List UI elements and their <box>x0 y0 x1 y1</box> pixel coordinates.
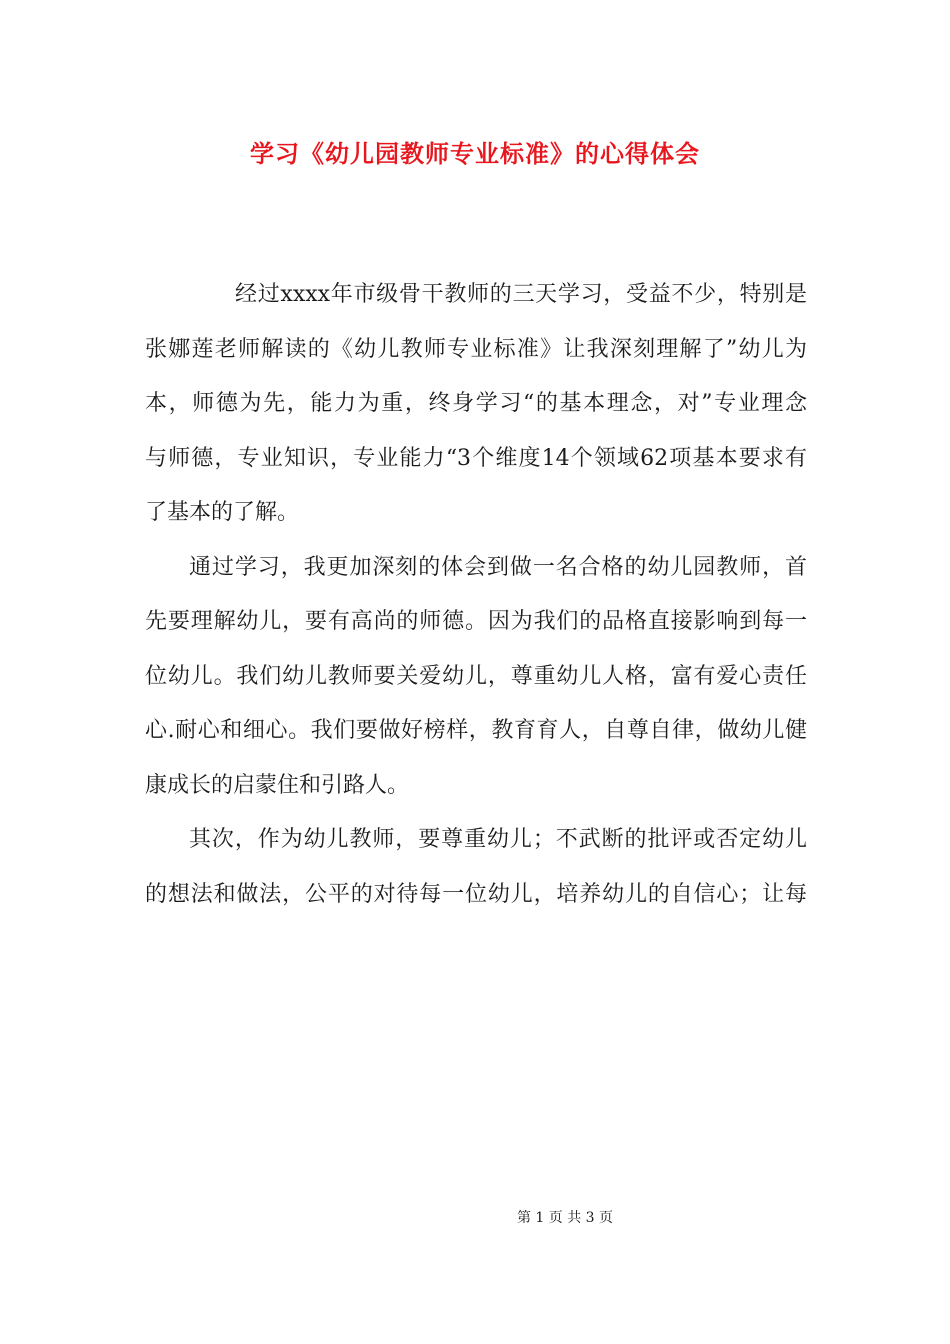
document-body <box>145 272 807 926</box>
paragraph-line: 与师德，专业知识，专业能力“3个维度14个领域62项基本要求有 <box>145 445 807 471</box>
paragraph-line: 心.耐心和细心。我们要做好榜样，教育育人，自尊自律，做幼儿健 <box>145 718 807 743</box>
paragraph-line: 张娜莲老师解读的《幼儿教师专业标准》让我深刻理解了”幼儿为 <box>145 336 807 362</box>
paragraph-line: 其次，作为幼儿教师，要尊重幼儿；不武断的批评或否定幼儿 <box>189 827 807 852</box>
paragraph-line: 康成长的启蒙住和引路人。 <box>145 772 410 798</box>
page-number-footer: 第 1 页 共 3 页 <box>516 1210 614 1226</box>
paragraph-line: 先要理解幼儿，要有高尚的师德。因为我们的品格直接影响到每一 <box>145 609 807 634</box>
paragraph-line: 了基本的了解。 <box>145 500 300 525</box>
paragraph-line: 的想法和做法，公平的对待每一位幼儿，培养幼儿的自信心；让每 <box>145 881 807 907</box>
document-title: 学习《幼儿园教师专业标准》的心得体会 <box>250 140 700 168</box>
paragraph-line: 本，师德为先，能力为重，终身学习“的基本理念，对”专业理念 <box>145 391 807 416</box>
paragraph-line: 经过xxxx年市级骨干教师的三天学习，受益不少，特别是 <box>235 282 807 307</box>
paragraph-line: 位幼儿。我们幼儿教师要关爱幼儿，尊重幼儿人格，富有爱心责任 <box>145 663 807 689</box>
paragraph-line: 通过学习，我更加深刻的体会到做一名合格的幼儿园教师，首 <box>189 554 807 580</box>
